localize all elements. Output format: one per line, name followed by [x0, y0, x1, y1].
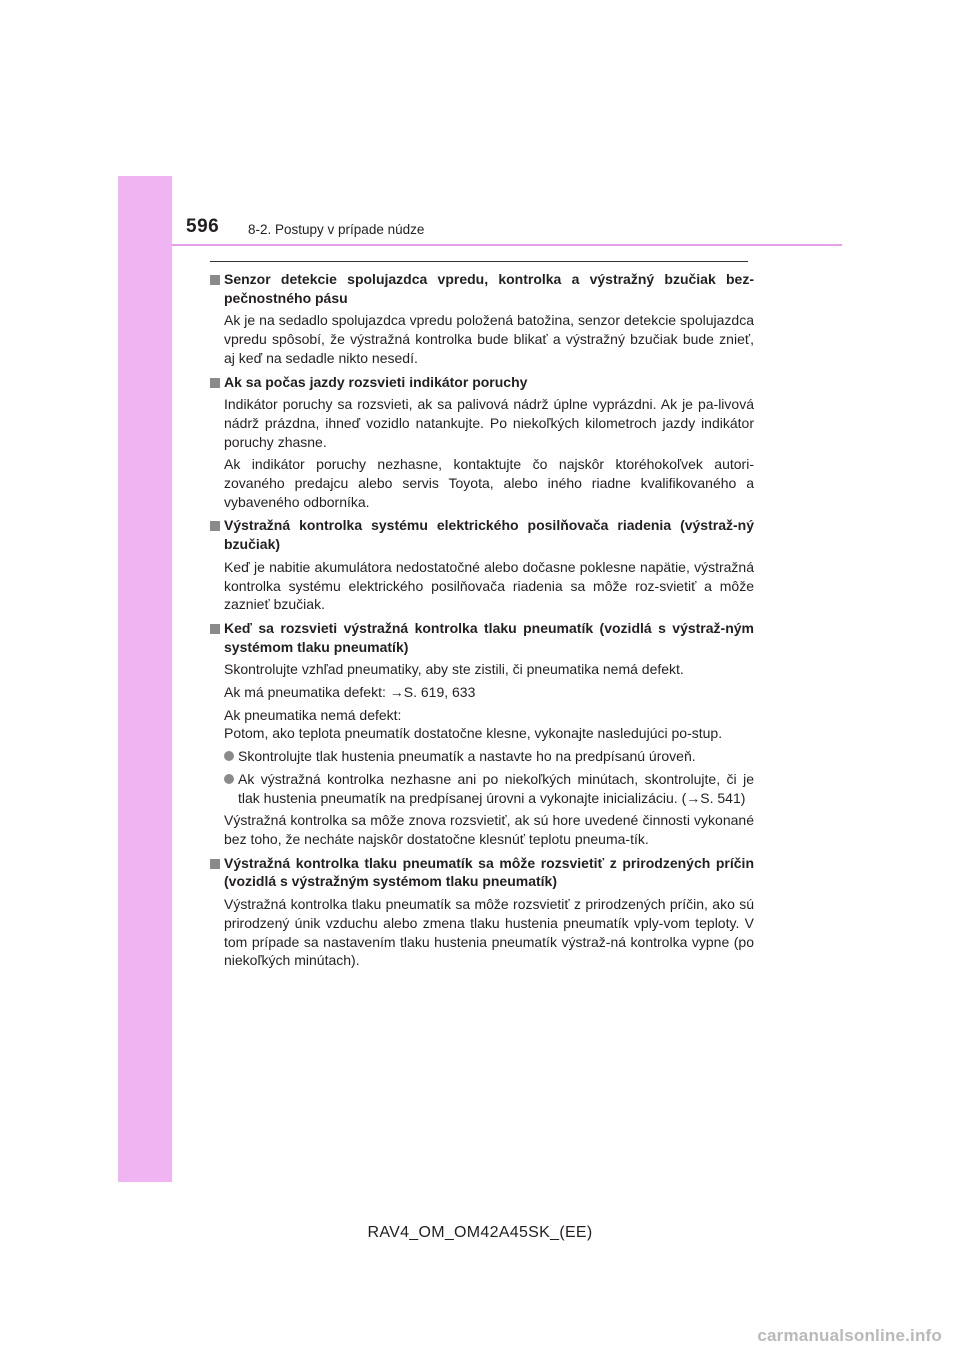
heading-text: Výstražná kontrolka systému elektrického posilňovača riadenia (výstraž-ný bzučiak)	[224, 517, 754, 553]
bullet-item	[210, 747, 754, 766]
paragraph: Výstražná kontrolka sa môže znova rozsvietiť, ak sú hore uvedené činnosti vykonané bez toho, že necháte najskôr dostatočne klesnúť teplotu pneuma-tík.	[224, 812, 754, 847]
heading-text: Ak sa počas jazdy rozsvieti indikátor poruchy	[224, 373, 528, 390]
paragraph-line: Ak pneumatika nemá defekt:	[224, 706, 402, 723]
heading-text: Keď sa rozsvieti výstražná kontrolka tlaku pneumatík (vozidlá s výstraž-ným systémom tlaku pneumatík)	[224, 619, 754, 655]
paragraph: Indikátor poruchy sa rozsvieti, ak sa palivová nádrž úplne vyprázdni. Ak je pa-livová nádrž prázdna, ihneď vozidlo natankujte. Po niekoľkých kilometroch jazdy indikátor poruchy zhasne.	[224, 396, 754, 450]
paragraph: Keď je nabitie akumulátora nedostatočné alebo dočasne poklesne napätie, výstražná kontrolka systému elektrického posilňovača riadenia sa môže roz-svietiť a môže zaznieť bzučiak.	[224, 558, 754, 613]
paragraph: Skontrolujte vzhľad pneumatiky, aby ste zistili, či pneumatika nemá defekt.	[224, 661, 684, 678]
heading-text: Výstražná kontrolka tlaku pneumatík sa môže rozsvietiť z prirodzených príčin (vozidlá s výstražným systémom tlaku pneumatík)	[224, 854, 754, 890]
bullet-text: Ak výstražná kontrolka nezhasne ani po niekoľkých minútach, skontrolujte, či je tlak hustenia pneumatík na predpísanej úrovni a vykonajte inicializáciu. (→S. 541)	[238, 770, 754, 806]
paragraph	[210, 706, 754, 743]
round-bullet-icon	[224, 751, 234, 761]
header-rule	[172, 244, 842, 246]
square-bullet-icon	[210, 859, 220, 869]
section-heading	[210, 619, 754, 656]
paragraph: Výstražná kontrolka tlaku pneumatík sa môže rozsvietiť z prirodzených príčin, ako sú prirodzený únik vzduchu alebo zmena tlaku hustenia pneumatík vply-vom teploty. V tom prípade sa nastavením tlaku hustenia pneumatík výstraž-ná kontrolka vypne (po niekoľkých minútach).	[224, 896, 754, 969]
watermark: carmanualsonline.info	[757, 1326, 942, 1345]
round-bullet-icon	[224, 774, 234, 784]
page-content	[210, 265, 754, 970]
section-title: 8-2. Postupy v prípade núdze	[248, 222, 425, 237]
bullet-text: Skontrolujte tlak hustenia pneumatík a nastavte ho na predpísanú úroveň.	[238, 748, 696, 765]
paragraph: Ak indikátor poruchy nezhasne, kontaktujte čo najskôr ktoréhokoľvek autori-zovaného predajcu alebo servis Toyota, alebo iného riadne kvalifikovaného a vybaveného odborníka.	[224, 456, 754, 510]
section-heading	[210, 516, 754, 553]
paragraph-line: Potom, ako teplota pneumatík dostatočne klesne, vykonajte nasledujúci po-stup.	[224, 725, 723, 742]
square-bullet-icon	[210, 378, 220, 388]
content-top-rule	[210, 261, 748, 262]
section-heading	[210, 854, 754, 891]
document-code: RAV4_OM_OM42A45SK_(EE)	[367, 1224, 593, 1241]
section-heading	[210, 270, 754, 307]
chapter-side-band	[118, 176, 172, 1182]
heading-text: Senzor detekcie spolujazdca vpredu, kontrolka a výstražný bzučiak bez-pečnostného pásu	[224, 271, 754, 306]
page-reference-paragraph: Ak má pneumatika defekt: →S. 619, 633	[224, 684, 476, 701]
bullet-item	[210, 770, 754, 807]
section-heading	[210, 373, 754, 392]
square-bullet-icon	[210, 521, 220, 531]
square-bullet-icon	[210, 624, 220, 634]
square-bullet-icon	[210, 275, 220, 285]
paragraph: Ak je na sedadlo spolujazdca vpredu položená batožina, senzor detekcie spolujazdca vpredu spôsobí, že výstražná kontrolka bude blikať a výstražný bzučiak bude znieť, aj keď na sedadle nikto nesedí.	[224, 312, 754, 366]
page-number: 596	[186, 216, 220, 237]
